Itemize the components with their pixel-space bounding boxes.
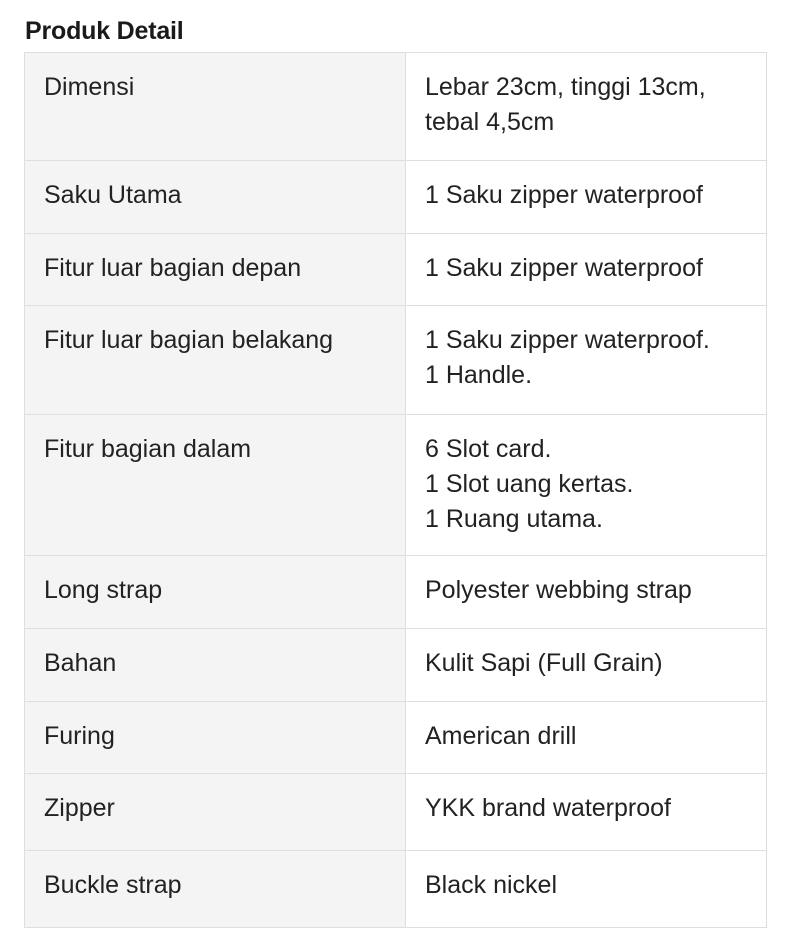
row-label: Fitur bagian dalam [25, 415, 406, 556]
row-value: Polyester webbing strap [406, 556, 767, 629]
table-row [25, 702, 767, 774]
table-row [25, 774, 767, 851]
row-label: Zipper [25, 774, 406, 851]
row-label: Bahan [25, 629, 406, 702]
row-value: 1 Saku zipper waterproof. 1 Handle. [406, 306, 767, 415]
row-label: Buckle strap [25, 851, 406, 928]
row-value: YKK brand waterproof [406, 774, 767, 851]
row-value: Kulit Sapi (Full Grain) [406, 629, 767, 702]
section-heading: Produk Detail [25, 17, 184, 45]
row-value: Lebar 23cm, tinggi 13cm, tebal 4,5cm [406, 53, 767, 161]
row-value: 1 Saku zipper waterproof [406, 234, 767, 306]
table-row [25, 306, 767, 415]
row-value: 6 Slot card. 1 Slot uang kertas. 1 Ruang utama. [406, 415, 767, 556]
row-value: 1 Saku zipper waterproof [406, 161, 767, 234]
table-row [25, 161, 767, 234]
table-row [25, 53, 767, 161]
table-row [25, 629, 767, 702]
row-label: Long strap [25, 556, 406, 629]
table-row [25, 234, 767, 306]
row-label: Fitur luar bagian belakang [25, 306, 406, 415]
row-label: Dimensi [25, 53, 406, 161]
row-value: American drill [406, 702, 767, 774]
table-row [25, 556, 767, 629]
row-value: Black nickel [406, 851, 767, 928]
row-label: Fitur luar bagian depan [25, 234, 406, 306]
table-row [25, 415, 767, 556]
product-detail-table [24, 52, 767, 928]
table-row [25, 851, 767, 928]
row-label: Saku Utama [25, 161, 406, 234]
row-label: Furing [25, 702, 406, 774]
